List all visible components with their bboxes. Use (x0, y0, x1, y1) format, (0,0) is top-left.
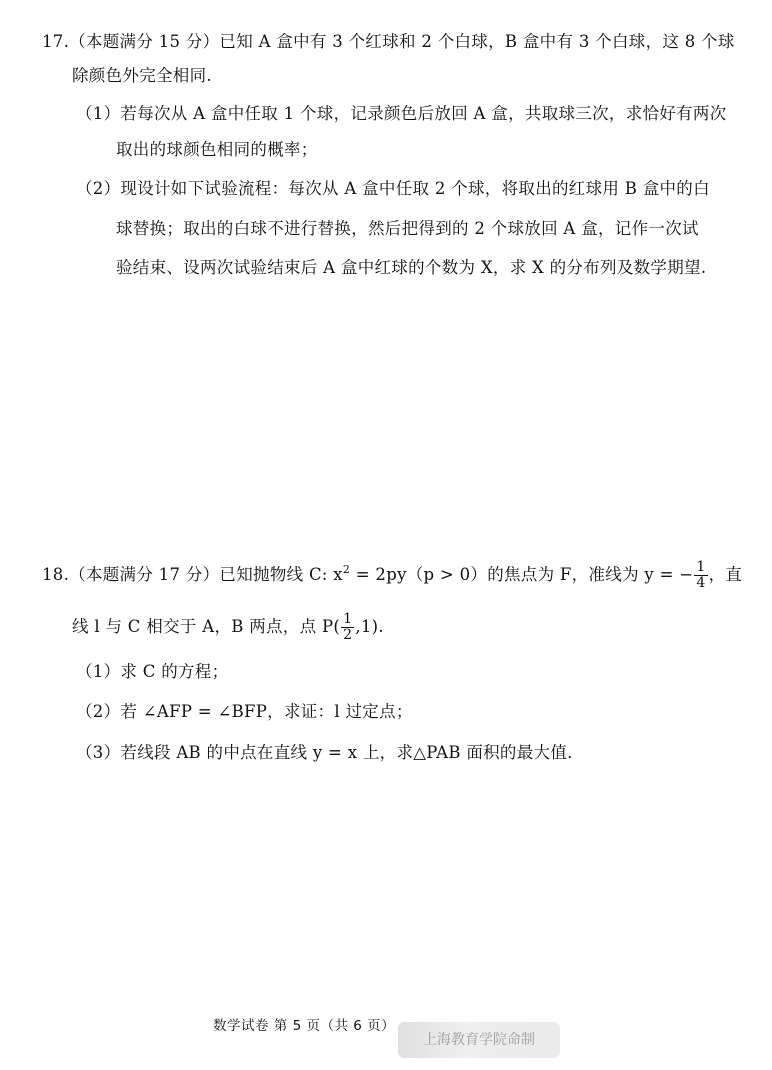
q17-part2-line-2: 球替换；取出的白球不进行替换，然后把得到的 2 个球放回 A 盒，记作一次试 (116, 219, 699, 238)
q18-line-2 (72, 612, 384, 643)
q18-line-2-text-b: ,1). (355, 617, 384, 636)
fraction-numerator: 1 (696, 559, 706, 575)
q18-exponent: 2 (342, 563, 351, 576)
page-footer: 数学试卷 第 5 页（共 6 页） (213, 1018, 396, 1034)
q18-part2: （2）若 ∠AFP = ∠BFP，求证：l 过定点； (76, 702, 413, 721)
q18-line-1-text-a: 18.（本题满分 17 分）已知抛物线 C: x (42, 565, 343, 584)
fraction-numerator: 1 (343, 611, 353, 627)
q18-line-2-text-a: 线 l 与 C 相交于 A，B 两点，点 P( (72, 617, 341, 636)
fraction-denominator: 4 (696, 575, 706, 591)
q18-part1: （1）求 C 的方程； (76, 662, 229, 681)
q17-part1-line-1: （1）若每次从 A 盒中任取 1 个球，记录颜色后放回 A 盒，共取球三次，求恰好有两次 (76, 104, 727, 123)
q18-line-1-text-c: ，直 (708, 565, 743, 584)
q18-fraction-quarter (694, 560, 707, 591)
q17-line-1: 17.（本题满分 15 分）已知 A 盒中有 3 个红球和 2 个白球，B 盒中有 3 个白球，这 8 个球 (42, 32, 735, 51)
q18-line-1-text-b: = 2py（p > 0）的焦点为 F，准线为 y = − (350, 565, 694, 584)
q18-fraction-half (341, 612, 354, 643)
q17-part2-line-3: 验结束、设两次试验结束后 A 盒中红球的个数为 X，求 X 的分布列及数学期望. (116, 258, 707, 277)
fraction-denominator: 2 (343, 627, 353, 643)
q18-line-1 (42, 560, 742, 591)
q18-part3: （3）若线段 AB 的中点在直线 y = x 上，求△PAB 面积的最大值. (76, 743, 573, 762)
watermark: 上海教育学院命制 (398, 1022, 560, 1058)
q17-line-2: 除颜色外完全相同. (72, 66, 212, 85)
q17-part2-line-1: （2）现设计如下试验流程：每次从 A 盒中任取 2 个球，将取出的红球用 B 盒中的白 (76, 179, 710, 198)
q17-part1-line-2: 取出的球颜色相同的概率； (116, 140, 318, 159)
